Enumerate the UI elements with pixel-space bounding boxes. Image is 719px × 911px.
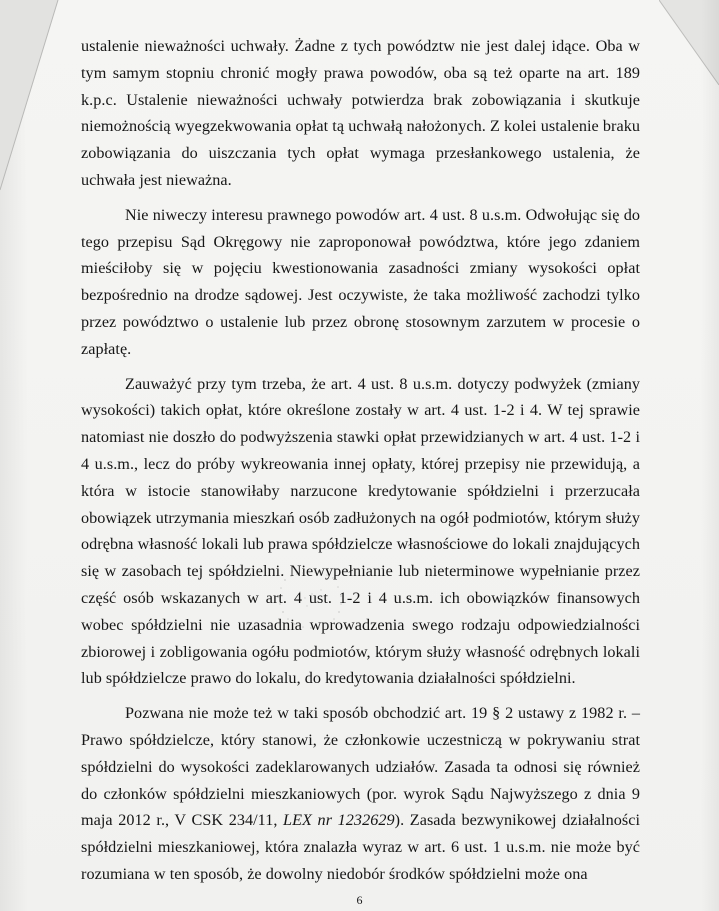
paragraph-4-text-end: ). Zasada bezwynikowej działalności spółdzielni mieszkaniowej, która znalazła wyraz w art. 6 ust. 1 u.s.m. nie może być rozumiana w ten sposób, że dowolny niedobór środków spółdzielni może ona — [81, 811, 640, 883]
paragraph-4-citation: LEX nr 1232629 — [283, 811, 395, 830]
paragraph-2-text: Nie niweczy interesu prawnego powodów art. 4 ust. 8 u.s.m. Odwołując się do tego przepisu Sąd Okręgowy nie zaproponował powództwa, które jego zdaniem mieściłoby się w pojęciu kwestionowania zasadności zmiany wysokości opłat bezpośrednio na drodze sądowej. Jest oczywiste, że taka możliwość zachodzi tylko przez powództwo o ustalenie lub przez obronę stosownym zarzutem w procesie o zapłatę. — [81, 205, 640, 358]
scan-fold-shadow-left — [0, 0, 60, 200]
paragraph-4-text-start: Pozwana nie może też w taki sposób obchodzić art. 19 § 2 ustawy z 1982 r. – Prawo spółdzielcze, który stanowi, że członkowie uczestniczą w pokrywaniu strat spółdzielni do wysokości zadeklarowanych udziałów. Zasada ta odnosi się również do członków spółdzielni mieszkaniowych (por. wyrok Sądu Najwyższego z dnia 9 maja 2012 r., V CSK 234/11, — [81, 704, 640, 830]
paragraph-3-text: Zauważyć przy tym trzeba, że art. 4 ust. 8 u.s.m. dotyczy podwyżek (zmiany wysokości) takich opłat, które określone zostały w art. 4 ust. 1-2 i 4. W tej sprawie natomiast nie doszło do podwyższenia stawki opłat przewidzianych w art. 4 ust. 1-2 i 4 u.s.m., lecz do próby wykreowania innej opłaty, której przepisy nie przewidują, a która w istocie stanowiłaby narzucone kredytowanie spółdzielni i przerzucała obowiązek utrzymania mieszkań osób zadłużonych na ogół podmiotów, którym służy odrębna własność lokali lub prawa spółdzielcze własnościowe do lokali znajdujących się w zasobach tej spółdzielni. Niewypełnianie lub nieterminowe wypełnianie przez część osób wskazanych w art. 4 ust. 1-2 i 4 u.s.m. ich obowiązków finansowych wobec spółdzielni nie uzasadnia wprowadzenia swego rodzaju odpowiedzialności zbiorowej i zobligowania ogółu podmiotów, którym służy własność odrębnych lokali lub spółdzielcze prawo do lokalu, do kredytowania działalności spółdzielni. — [81, 374, 640, 688]
paragraph-2 — [81, 202, 640, 363]
paragraph-1 — [81, 33, 640, 194]
paragraph-4 — [81, 700, 640, 888]
document-body — [81, 33, 640, 888]
paragraph-1-text: ustalenie nieważności uchwały. Żadne z tych powództw nie jest dalej idące. Oba w tym samym stopniu chronić mogły prawa powodów, oba są też oparte na art. 189 k.p.c. Ustalenie nieważności uchwały potwierdza brak zobowiązania i skutkuje niemożnością wyegzekwowania opłat tą uchwałą nałożonych. Z kolei ustalenie braku zobowiązania do uiszczania tych opłat wymaga przesłankowego ustalenia, że uchwała jest nieważna. — [81, 37, 640, 189]
page-number: 6 — [356, 893, 363, 907]
faint-stamp-mark — [255, 560, 375, 650]
scan-fold-shadow-right — [659, 0, 719, 90]
